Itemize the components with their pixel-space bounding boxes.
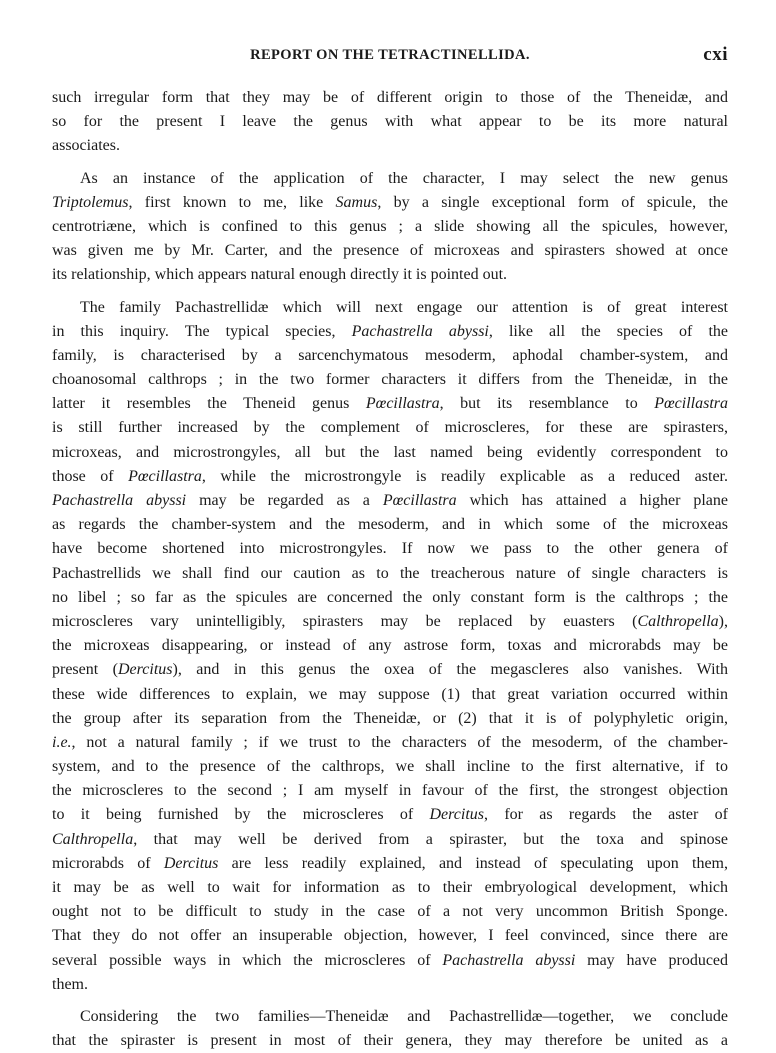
text-line: choanosomal calthrops ; in the two former characters it differs from the Theneidæ, in the — [52, 371, 728, 389]
text-line: centrotriæne, which is confined to this genus ; a slide showing all the spicules, however, — [52, 217, 728, 235]
text-line: microxeas, and microstrongyles, all but the last named being evidently correspondent to — [52, 443, 728, 461]
text-line: no libel ; so far as the spicules are concerned the only constant form is the calthrops ; the — [52, 588, 728, 606]
text-line: Pachastrellids we shall find our caution as to the treacherous nature of single characters is — [52, 564, 728, 582]
text-line: the group after its separation from the Theneidæ, or (2) that it is of polyphyletic origin, — [52, 709, 728, 727]
body-text — [52, 86, 728, 1053]
text-line: latter it resembles the Theneid genus Pœcillastra, but its resemblance to Pœcillastra — [52, 395, 728, 413]
text-line: associates. — [52, 137, 120, 155]
text-line: those of Pœcillastra, while the microstrongyle is readily explicable as a reduced aster. — [52, 467, 728, 485]
running-title: REPORT ON THE TETRACTINELLIDA. — [250, 47, 530, 63]
text-line: Pachastrella abyssi may be regarded as a Pœcillastra which has attained a higher plane — [52, 492, 728, 509]
text-line: several possible ways in which the microscleres of Pachastrella abyssi may have produced — [52, 951, 729, 969]
text-line: have become shortened into microstrongyles. If now we pass to the other genera of — [52, 540, 728, 558]
text-line: system, and to the presence of the calthrops, we shall incline to the first alternative, if to — [52, 758, 728, 776]
text-line: Calthropella, that may well be derived from a spiraster, but the toxa and spinose — [52, 830, 728, 848]
text-line: such irregular form that they may be of different origin to those of the Theneidæ, and — [52, 89, 728, 106]
text-line: them. — [52, 975, 88, 993]
text-line: so for the present I leave the genus with what appear to be its more natural — [52, 113, 728, 131]
paragraph — [52, 86, 728, 159]
text-line: ought not to be difficult to study in the case of a not very uncommon British Sponge. — [52, 903, 728, 921]
page-number: cxi — [703, 44, 728, 65]
text-line: microrabds of Dercitus are less readily explained, and instead of speculating upon them, — [52, 854, 728, 872]
text-line: it may be as well to wait for information as to their embryological development, which — [52, 879, 728, 896]
text-line: as regards the chamber-system and the mesoderm, and in which some of the microxeas — [52, 516, 728, 534]
text-line: i.e., not a natural family ; if we trust to the characters of the mesoderm, of the chamber- — [52, 733, 728, 751]
text-line: the microxeas disappearing, or instead of any astrose form, toxas and microrabds may be — [52, 637, 728, 655]
paragraph-gap — [52, 159, 728, 167]
text-line: That they do not offer an insuperable objection, however, I feel convinced, since there are — [52, 927, 728, 945]
paragraph-gap — [52, 997, 728, 1005]
text-line: to it being furnished by the microscleres of Dercitus, for as regards the aster of — [52, 806, 728, 824]
text-line: was given me by Mr. Carter, and the presence of microxeas and spirasters showed at once — [52, 242, 728, 260]
paragraph-gap — [52, 288, 728, 296]
text-line: microscleres vary unintelligibly, spirasters may be replaced by euasters (Calthropella), — [52, 612, 728, 630]
text-line: present (Dercitus), and in this genus the oxea of the megascleres also vanishes. With — [52, 661, 728, 679]
text-line: Considering the two families—Theneidæ and Pachastrellidæ—together, we conclude — [80, 1007, 728, 1025]
text-line: As an instance of the application of the character, I may select the new genus — [80, 169, 728, 187]
page-header — [52, 44, 728, 70]
text-line: that the spiraster is present in most of their genera, they may therefore be united as a — [52, 1032, 728, 1050]
paragraph — [52, 296, 728, 997]
text-line: Triptolemus, first known to me, like Samus, by a single exceptional form of spicule, the — [52, 193, 729, 211]
text-line: its relationship, which appears natural enough directly it is pointed out. — [52, 266, 508, 284]
paragraph — [52, 167, 728, 288]
text-line: The family Pachastrellidæ which will next engage our attention is of great interest — [80, 298, 728, 316]
text-line: the microscleres to the second ; I am myself in favour of the first, the strongest objection — [52, 782, 728, 800]
text-line: family, is characterised by a sarcenchymatous mesoderm, aphodal chamber-system, and — [52, 346, 728, 364]
text-line: these wide differences to explain, we may suppose (1) that great variation occurred within — [52, 685, 728, 703]
paragraph — [52, 1005, 728, 1053]
text-line: in this inquiry. The typical species, Pachastrella abyssi, like all the species of the — [52, 322, 729, 340]
text-line: is still further increased by the complement of microscleres, for these are spirasters, — [52, 419, 728, 437]
